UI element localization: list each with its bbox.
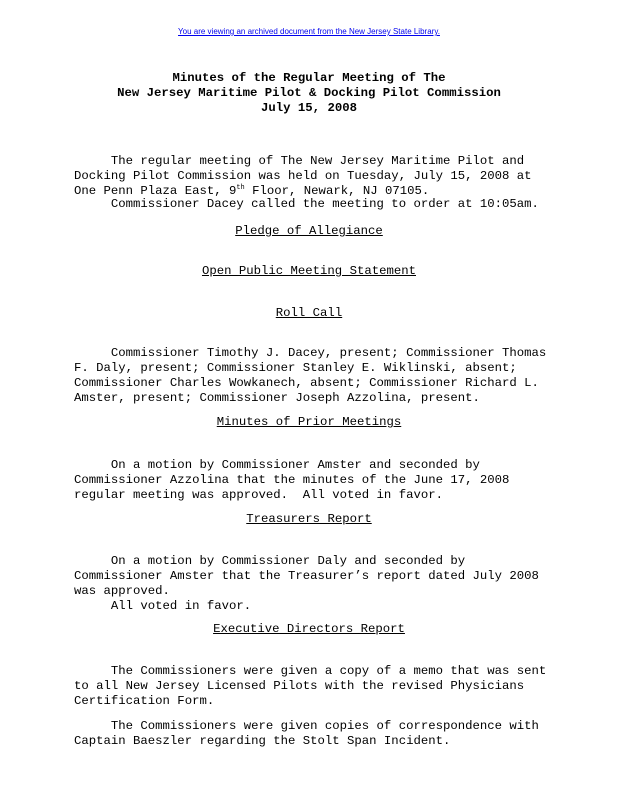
treasurers-line: All voted in favor. — [74, 599, 252, 613]
minutes-line: On a motion by Commissioner Amster and seconded by — [74, 458, 480, 472]
intro-line-1: The regular meeting of The New Jersey Maritime Pilot and — [74, 154, 525, 168]
intro-paragraph — [74, 139, 554, 199]
executive-line: The Commissioners were given a copy of a memo that was sent — [74, 664, 547, 678]
roll-call-line: Amster, present; Commissioner Joseph Azzolina, present. — [74, 391, 480, 405]
executive-paragraph-1 — [74, 649, 554, 709]
document-title-line-3: July 15, 2008 — [261, 101, 357, 115]
executive-line: Captain Baeszler regarding the Stolt Span Incident. — [74, 734, 451, 748]
executive-line: The Commissioners were given copies of correspondence with — [74, 719, 539, 733]
executive-line: to all New Jersey Licensed Pilots with the revised Physicians — [74, 679, 525, 693]
heading-open-public-meeting-statement: Open Public Meeting Statement — [201, 264, 416, 278]
heading-roll-call: Roll Call — [275, 306, 343, 320]
archive-notice-link[interactable]: You are viewing an archived document from the New Jersey State Library. — [178, 27, 440, 36]
treasurers-paragraph — [74, 539, 554, 614]
call-to-order-text: Commissioner Dacey called the meeting to order at 10:05am. — [74, 197, 539, 211]
heading-treasurers-report: Treasurers Report — [246, 512, 372, 526]
document-title-line-1: Minutes of the Regular Meeting of The — [172, 71, 446, 85]
roll-call-line: Commissioner Timothy J. Dacey, present; Commissioner Thomas — [74, 346, 547, 360]
minutes-line: regular meeting was approved. All voted in favor. — [74, 488, 443, 502]
heading-minutes-of-prior-meetings: Minutes of Prior Meetings — [216, 415, 402, 429]
roll-call-line: Commissioner Charles Wowkanech, absent; Commissioner Richard L. — [74, 376, 539, 390]
treasurers-line: On a motion by Commissioner Daly and seconded by — [74, 554, 466, 568]
intro-line-3: One Penn Plaza East, 9th Floor, Newark, NJ 07105. — [74, 183, 430, 198]
heading-executive-directors-report: Executive Directors Report — [213, 622, 405, 636]
intro-line-2: Docking Pilot Commission was held on Tuesday, July 15, 2008 at — [74, 169, 532, 183]
executive-paragraph-2 — [74, 704, 554, 749]
treasurers-line: was approved. — [74, 584, 170, 598]
roll-call-paragraph — [74, 331, 554, 406]
minutes-line: Commissioner Azzolina that the minutes of the June 17, 2008 — [74, 473, 510, 487]
heading-pledge-of-allegiance: Pledge of Allegiance — [235, 224, 383, 238]
treasurers-line: Commissioner Amster that the Treasurer’s report dated July 2008 — [74, 569, 539, 583]
executive-line: Certification Form. — [74, 694, 215, 708]
document-title-line-2: New Jersey Maritime Pilot & Docking Pilot Commission — [117, 86, 501, 100]
roll-call-line: F. Daly, present; Commissioner Stanley E. Wiklinski, absent; — [74, 361, 517, 375]
minutes-paragraph — [74, 443, 554, 503]
